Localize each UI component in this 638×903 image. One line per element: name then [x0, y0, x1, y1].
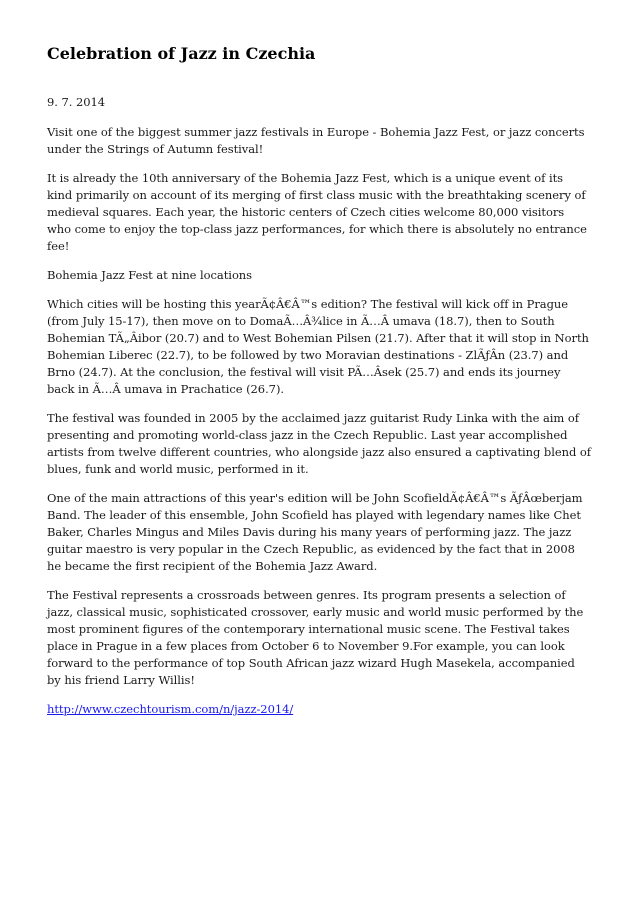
paragraph-intro: Visit one of the biggest summer jazz festivals in Europe - Bohemia Jazz Fest, or jazz concerts under the Strings of Autumn festival! — [47, 125, 585, 156]
paragraph-anniversary: It is already the 10th anniversary of the Bohemia Jazz Fest, which is a unique event of its kind primarily on account of its merging of first class music with the breathtaking scenery of medieval squares. Each year, the historic centers of Czech cities welcome 80,000 visitors who come to enjoy the top-class jazz performances, for which there is absolutely no entrance fee! — [47, 171, 587, 253]
source-link-line — [47, 701, 591, 718]
paragraph-history: The festival was founded in 2005 by the acclaimed jazz guitarist Rudy Linka with the aim of presenting and promoting world-class jazz in the Czech Republic. Last year accomplished artists from twelve different countries, who alongside jazz also ensured a captivating blend of blues, funk and world music, performed in it. — [47, 411, 591, 476]
paragraph-strings-of-autumn: The Festival represents a crossroads between genres. Its program presents a selection of jazz, classical music, sophisticated crossover, early music and world music performed by the most prominent figures of the contemporary international music scene. The Festival takes place in Prague in a few places from October 6 to November 9.For example, you can look forward to the performance of top South African jazz wizard Hugh Masekela, accompanied by his friend Larry Willis! — [47, 588, 584, 687]
paragraph-locations: Which cities will be hosting this yearÃ¢Â€Â™s edition? The festival will kick off in Prague (from July 15-17), then move on to DomaÃ…Â¾lice in Ã…Â umava (18.7), then to South Bohemian TÃ„Âibor (20.7) and to West Bohemian Pilsen (21.7). After that it will stop in North Bohemian Liberec (22.7), to be followed by two Moravian destinations - ZlÃƒÂn (23.7) and Brno (24.7). At the conclusion, the festival will visit PÃ…Âsek (25.7) and ends its journey back in Ã…Â umava in Prachatice (26.7). — [47, 297, 589, 396]
paragraph-scofield: One of the main attractions of this year's edition will be John ScofieldÃ¢Â€Â™s ÃƒÂœberjam Band. The leader of this ensemble, John Scofield has played with legendary names like Chet Baker, Charles Mingus and Miles Davis during his many years of performing jazz. The jazz guitar maestro is very popular in the Czech Republic, as evidenced by the fact that in 2008 he became the first recipient of the Bohemia Jazz Award. — [47, 491, 583, 573]
article-title: Celebration of Jazz in Czechia — [47, 44, 316, 63]
article — [47, 44, 591, 730]
source-link[interactable]: http://www.czechtourism.com/n/jazz-2014/ — [47, 702, 294, 716]
article-date: 9. 7. 2014 — [47, 95, 106, 109]
paragraph-subheading: Bohemia Jazz Fest at nine locations — [47, 268, 253, 282]
